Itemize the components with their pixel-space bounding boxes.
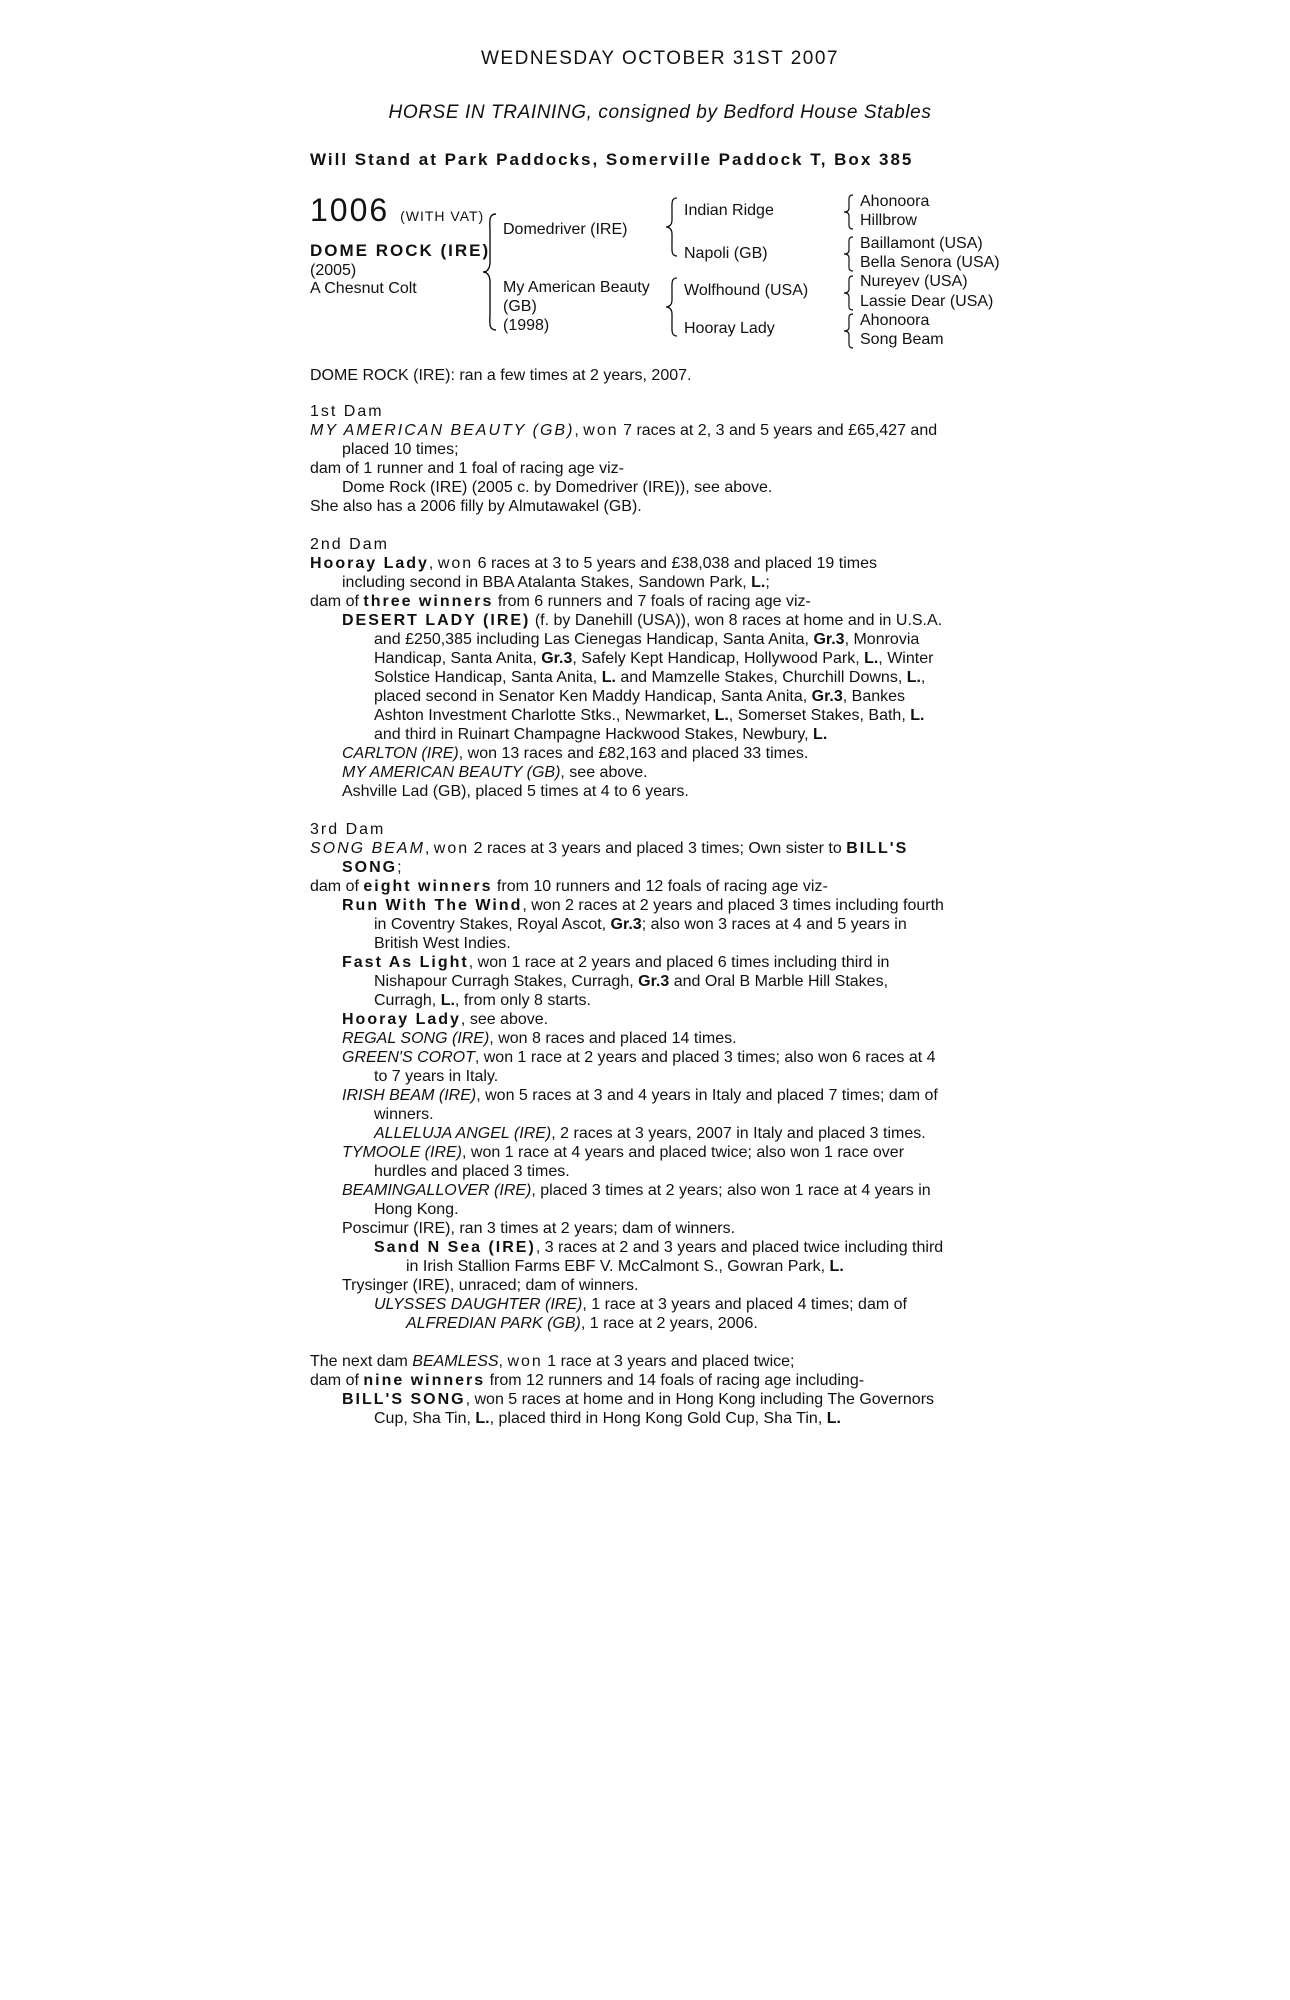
listed-marker: L. — [826, 1410, 841, 1427]
record-text: , see above. — [560, 764, 648, 781]
record-text: , won 1 race at 2 years and placed 6 times including third in — [468, 954, 890, 971]
listed-marker: L. — [906, 669, 921, 686]
horse-name: Fast As Light — [342, 954, 469, 971]
punct: ; — [765, 574, 770, 591]
pedigree-dam-sire: Wolfhound (USA) — [684, 282, 809, 299]
record-text: , won 5 races at home and in Hong Kong including The Governors — [465, 1391, 935, 1408]
record-text: ; also won 3 races at 4 and 5 years in — [641, 916, 907, 933]
next-dam-pre: The next dam — [310, 1353, 413, 1370]
dam1-also: She also has a 2006 filly by Almutawakel (GB). — [310, 498, 642, 515]
dam2-record-a: 6 races at 3 to 5 years and £38,038 and placed 19 times — [473, 555, 877, 572]
record-text: placed second in Senator Ken Maddy Handicap, Santa Anita, — [374, 688, 812, 705]
pedigree-g6: Lassie Dear (USA) — [860, 293, 994, 310]
produce-ulysses-daughter — [310, 1295, 1010, 1333]
dam3-produce — [310, 877, 1010, 896]
pedigree-dam-year: (1998) — [503, 317, 550, 334]
sister-name: BILL'S — [846, 840, 909, 857]
dam3-heading: 3rd Dam — [310, 821, 386, 838]
record-text: , won 13 races and £82,163 and placed 33 times. — [458, 745, 809, 762]
produce-run-with-the-wind — [310, 896, 1010, 953]
pedigree-brace-g5 — [843, 274, 855, 312]
pedigree-sire: Domedriver (IRE) — [503, 221, 628, 238]
record-text: , placed 3 times at 2 years; also won 1 race at 4 years in — [531, 1182, 931, 1199]
pedigree-g2: Hillbrow — [860, 212, 917, 229]
next-dam-won: won — [507, 1353, 543, 1370]
listed-marker: L. — [714, 707, 729, 724]
horse-name: Run With The Wind — [342, 897, 523, 914]
produce-poscimur: Poscimur (IRE), ran 3 times at 2 years; dam of winners. — [342, 1220, 736, 1237]
produce-irish-beam — [310, 1086, 1010, 1124]
horse-name: IRISH BEAM (IRE) — [342, 1087, 477, 1104]
produce-regal-song — [310, 1029, 1010, 1048]
dam2-record: Hooray Lady, won 6 races at 3 to 5 years and £38,038 and placed 19 times including second in BBA Atalanta Stakes, Sandown Park, L.; — [310, 555, 877, 591]
record-text: 1 race at 3 years and placed twice; — [542, 1353, 795, 1370]
record-text: , won 8 races and placed 14 times. — [489, 1030, 737, 1047]
dam3-name: SONG BEAM — [310, 840, 425, 857]
pedigree-brace-g1 — [843, 193, 855, 231]
listed-marker: L. — [910, 707, 925, 724]
pedigree-dam-dam: Hooray Lady — [684, 320, 775, 337]
produce-post: from 10 runners and 12 foals of racing age viz- — [492, 878, 828, 895]
record-text: and £250,385 including Las Cienegas Handicap, Santa Anita, — [374, 631, 814, 648]
produce-trysinger: Trysinger (IRE), unraced; dam of winners. — [342, 1277, 639, 1294]
horse-name: Sand N Sea (IRE) — [374, 1239, 536, 1256]
lot-number — [310, 192, 484, 229]
record-text: , Somerset Stakes, Bath, — [728, 707, 911, 724]
grade-marker: Gr.3 — [638, 973, 670, 990]
record-text: 2 races at 3 years and placed 3 times; Own sister to — [469, 840, 847, 857]
stand-location: Will Stand at Park Paddocks, Somerville Paddock T, Box 385 — [310, 150, 914, 169]
record-text: , won 2 races at 2 years and placed 3 times including fourth — [522, 897, 944, 914]
dam1-record: MY AMERICAN BEAUTY (GB), won 7 races at 2, 3 and 5 years and £65,427 and placed 10 times; — [310, 422, 938, 458]
winners-count: three winners — [363, 593, 494, 610]
pedigree-g4: Bella Senora (USA) — [860, 254, 1000, 271]
vat-note: (WITH VAT) — [400, 208, 485, 224]
race-summary: DOME ROCK (IRE): ran a few times at 2 years, 2007. — [310, 367, 692, 384]
grade-marker: Gr.3 — [541, 650, 573, 667]
produce-carlton — [310, 744, 1010, 763]
record-text: Ashton Investment Charlotte Stks., Newmarket, — [374, 707, 715, 724]
record-text: , see above. — [460, 1011, 549, 1028]
record-text: Hong Kong. — [374, 1201, 459, 1218]
record-text: , 2 races at 3 years, 2007 in Italy and placed 3 times. — [551, 1125, 926, 1142]
dam2-name: Hooray Lady — [310, 555, 429, 572]
dam1-foal: Dome Rock (IRE) (2005 c. by Domedriver (IRE)), see above. — [342, 479, 773, 496]
horse-name: BILL'S SONG — [342, 1391, 466, 1408]
pedigree-brace-g7 — [843, 312, 855, 350]
next-dam-produce — [310, 1371, 1010, 1390]
record-text: , from only 8 starts. — [454, 992, 591, 1009]
record-text: hurdles and placed 3 times. — [374, 1163, 570, 1180]
record-text: in Coventry Stakes, Royal Ascot, — [374, 916, 611, 933]
pedigree-brace-g3 — [843, 235, 855, 273]
dam3-record: SONG BEAM, won 2 races at 3 years and placed 3 times; Own sister to BILL'S SONG; — [310, 840, 909, 876]
record-text: (f. by Danehill (USA)), won 8 races at home and in U.S.A. — [530, 612, 943, 629]
record-text: and Mamzelle Stakes, Churchill Downs, — [615, 669, 907, 686]
horse-name: BEAMINGALLOVER (IRE) — [342, 1182, 532, 1199]
record-text: British West Indies. — [374, 935, 511, 952]
lot-type: HORSE IN TRAINING, consigned by Bedford House Stables — [388, 102, 932, 123]
pedigree-g7: Ahonoora — [860, 312, 930, 329]
record-text: Handicap, Santa Anita, — [374, 650, 542, 667]
record-text: winners. — [374, 1106, 434, 1123]
dam2-won: won — [437, 555, 474, 572]
produce-sand-n-sea — [310, 1238, 1010, 1276]
dam2-record-b: including second in BBA Atalanta Stakes, Sandown Park, — [342, 574, 752, 591]
record-text: , Safely Kept Handicap, Hollywood Park, — [572, 650, 865, 667]
produce-post: from 6 runners and 7 foals of racing age viz- — [493, 593, 811, 610]
winners-count: nine winners — [363, 1372, 486, 1389]
record-text: and third in Ruinart Champagne Hackwood Stakes, Newbury, — [374, 726, 814, 743]
listed-marker: L. — [829, 1258, 844, 1275]
next-dam-name: BEAMLESS — [412, 1353, 499, 1370]
dam1-produce: dam of 1 runner and 1 foal of racing age viz- — [310, 460, 624, 477]
pedigree-brace-main — [482, 212, 498, 332]
dam3-won: won — [433, 840, 470, 857]
horse-name: TYMOOLE (IRE) — [342, 1144, 463, 1161]
horse-name: Hooray Lady — [342, 1011, 461, 1028]
record-text: and Oral B Marble Hill Stakes, — [669, 973, 889, 990]
horse-name: ALFREDIAN PARK (GB) — [406, 1315, 581, 1332]
sale-date: WEDNESDAY OCTOBER 31ST 2007 — [481, 48, 839, 69]
horse-name: CARLTON (IRE) — [342, 745, 459, 762]
horse-name: DOME ROCK (IRE) — [310, 241, 491, 260]
pedigree-brace-sire — [665, 196, 679, 258]
pedigree-brace-dam — [665, 276, 679, 338]
pedigree-dam — [503, 278, 650, 335]
punct: , — [920, 669, 926, 686]
record-text: , 1 race at 2 years, 2006. — [580, 1315, 758, 1332]
pedigree-sire-sire: Indian Ridge — [684, 202, 774, 219]
record-text: , won 1 race at 2 years and placed 3 times; also won 6 races at 4 — [474, 1049, 936, 1066]
dam2-produce — [310, 592, 1010, 611]
pedigree-g1: Ahonoora — [860, 193, 930, 210]
listed-marker: L. — [751, 574, 766, 591]
listed-marker: L. — [813, 726, 828, 743]
record-text: , won 5 races at 3 and 4 years in Italy and placed 7 times; dam of — [476, 1087, 938, 1104]
record-text: , Winter — [878, 650, 934, 667]
dam1-record-a: 7 races at 2, 3 and 5 years and £65,427 and — [618, 422, 938, 439]
grade-marker: Gr.3 — [811, 688, 843, 705]
produce-fast-as-light — [310, 953, 1010, 1010]
horse-name: ULYSSES DAUGHTER (IRE) — [374, 1296, 583, 1313]
record-text: to 7 years in Italy. — [374, 1068, 499, 1085]
produce-pre: dam of — [310, 878, 364, 895]
produce-greens-corot — [310, 1048, 1010, 1086]
produce-hooray-lady — [310, 1010, 1010, 1029]
listed-marker: L. — [601, 669, 616, 686]
punct: ; — [397, 859, 402, 876]
produce-alleluja-angel — [310, 1124, 1010, 1143]
horse-name: MY AMERICAN BEAUTY (GB) — [342, 764, 561, 781]
dam1-heading: 1st Dam — [310, 403, 384, 420]
lot-number-value: 1006 — [310, 192, 390, 228]
produce-desert-lady — [310, 611, 1010, 744]
pedigree-dam-name: My American Beauty — [503, 279, 650, 296]
record-text: , 3 races at 2 and 3 years and placed twice including third — [535, 1239, 944, 1256]
horse-name: ALLELUJA ANGEL (IRE) — [374, 1125, 552, 1142]
dam1-name: MY AMERICAN BEAUTY (GB) — [310, 422, 575, 439]
record-text: , 1 race at 3 years and placed 4 times; dam of — [582, 1296, 907, 1313]
produce-post: from 12 runners and 14 foals of racing age including- — [485, 1372, 865, 1389]
grade-marker: Gr.3 — [610, 916, 642, 933]
pedigree-g8: Song Beam — [860, 331, 944, 348]
listed-marker: L. — [440, 992, 455, 1009]
dam1-record-b: placed 10 times; — [342, 441, 459, 458]
record-text: in Irish Stallion Farms EBF V. McCalmont S., Gowran Park, — [406, 1258, 830, 1275]
catalogue-body — [310, 366, 1010, 1428]
record-text: Curragh, — [374, 992, 441, 1009]
record-text: , won 1 race at 4 years and placed twice; also won 1 race over — [462, 1144, 905, 1161]
listed-marker: L. — [475, 1410, 490, 1427]
dam1-won: won — [583, 422, 619, 439]
produce-bills-song — [310, 1390, 1010, 1428]
horse-name: REGAL SONG (IRE) — [342, 1030, 490, 1047]
record-text: , placed third in Hong Kong Gold Cup, Sha Tin, — [489, 1410, 827, 1427]
produce-ashville-lad: Ashville Lad (GB), placed 5 times at 4 to 6 years. — [342, 783, 689, 800]
record-text: Cup, Sha Tin, — [374, 1410, 476, 1427]
record-text: Solstice Handicap, Santa Anita, — [374, 669, 602, 686]
pedigree-g3: Baillamont (USA) — [860, 235, 983, 252]
listed-marker: L. — [864, 650, 879, 667]
pedigree-dam-country: (GB) — [503, 298, 537, 315]
record-text: , Monrovia — [844, 631, 920, 648]
record-text: Nishapour Curragh Stakes, Curragh, — [374, 973, 639, 990]
next-dam-record: The next dam BEAMLESS, won 1 race at 3 years and placed twice; — [310, 1353, 795, 1370]
dam2-heading: 2nd Dam — [310, 536, 389, 553]
record-text: , Bankes — [842, 688, 906, 705]
winners-count: eight winners — [363, 878, 493, 895]
produce-my-american-beauty — [310, 763, 1010, 782]
horse-description: A Chesnut Colt — [310, 280, 417, 297]
horse-name: GREEN'S COROT — [342, 1049, 475, 1066]
produce-beamingallover — [310, 1181, 1010, 1219]
produce-pre: dam of — [310, 593, 364, 610]
grade-marker: Gr.3 — [813, 631, 845, 648]
sister-name: SONG — [342, 859, 398, 876]
pedigree-g5: Nureyev (USA) — [860, 273, 968, 290]
produce-tymoole — [310, 1143, 1010, 1181]
horse-name: DESERT LADY (IRE) — [342, 612, 531, 629]
produce-pre: dam of — [310, 1372, 364, 1389]
pedigree-sire-dam: Napoli (GB) — [684, 245, 768, 262]
horse-year: (2005) — [310, 262, 357, 279]
